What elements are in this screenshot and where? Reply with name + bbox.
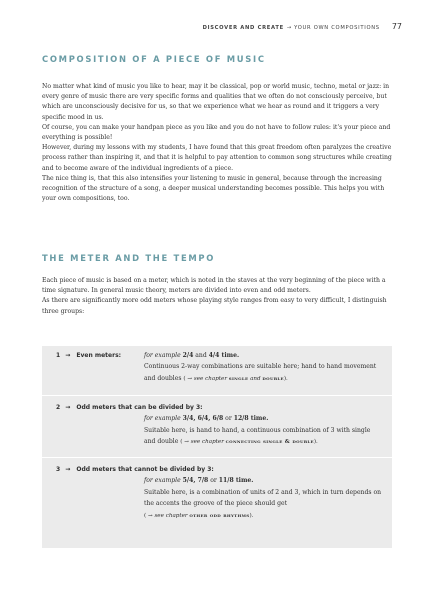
example-meter: 11/8 time. [218,477,254,485]
example-connector: or [225,415,232,423]
ref-chapter-name: double [262,375,284,382]
group-description: Suitable here, is hand to hand, a continuous combination of 3 with single and double [144,426,371,446]
paragraph: As there are significantly more odd meters whose playing style ranges from easy to very difficult, I distinguish three groups: [42,297,387,315]
meter-groups-box [42,346,392,548]
header-arrow: → [286,25,292,31]
ref-chapter-name: other odd rhythms [189,512,250,519]
ref-close: ). [249,512,254,519]
section-title-composition: COMPOSITION OF A PIECE OF MUSIC [42,54,266,64]
paragraph: However, during my lessons with my students, I have found that this great freedom often paralyzes the creative process rather than inspiring it, and that it is helpful to pay attention to common song structures while creating and to become aware of the individual ingredients of a piece. [42,144,392,172]
meter-group-heading [56,402,382,413]
meter-group-detail [144,350,382,385]
group-label: Odd meters that cannot be divided by 3: [76,466,214,473]
ref-open: ( → [183,375,193,382]
group-label: Even meters: [76,352,122,359]
arrow-icon: → [65,404,71,411]
section-title-meter-tempo: THE METER AND THE TEMPO [42,253,216,263]
chapter-reference [144,513,253,519]
example-meter: 12/8 time. [233,415,269,423]
meter-group-detail [144,475,382,522]
example-prefix: for example [144,352,181,359]
ref-open: ( → [180,439,189,446]
divider [42,457,392,458]
meter-group-1 [56,350,382,382]
example-prefix: for example [144,477,181,485]
group-label: Odd meters that can be divided by 3: [76,404,203,411]
example-connector: or [210,477,217,485]
paragraph: Of course, you can make your handpan piece as you like and you do not have to follow rules: it's your piece and everything is possible! [42,123,391,142]
meter-group-2 [56,402,382,446]
section-body-composition [42,82,392,204]
group-number: 2 [56,404,61,411]
example-connector: and [195,352,207,359]
ref-chapter-name: connecting single & double [225,439,314,446]
example-meter: 4/4 time. [208,352,240,359]
ref-see: see chapter [193,375,228,382]
example-prefix: for example [144,415,181,423]
chapter-reference [180,439,318,445]
meter-group-3 [56,464,382,519]
header-section: DISCOVER AND CREATE [202,25,284,31]
arrow-icon: → [65,352,71,359]
running-header [203,22,402,31]
ref-close: ). [313,439,318,446]
ref-chapter-name: single [228,375,249,382]
divider [42,395,392,396]
header-subsection: YOUR OWN COMPOSITIONS [294,25,380,31]
arrow-icon: → [65,466,71,473]
ref-open: ( → [144,512,153,519]
ref-see: see chapter [190,439,224,446]
ref-see: see chapter [154,512,188,519]
paragraph: Each piece of music is based on a meter, which is noted in the staves at the very beginning of the piece with a time signature. In general music theory, meters are divided into even and odd meters. [42,277,386,295]
ref-and: and [250,375,261,382]
group-description: Continuous 2-way combinations are suitable here; hand to hand movement and doubles [144,363,377,382]
meter-group-heading [56,464,382,475]
ref-close: ). [283,375,288,382]
paragraph: The nice thing is, that this also intensifies your listening to music in general, because through the increasing recognition of the structure of a song, a deeper musical understanding becomes possible. This helps you with your own compositions, too. [42,174,385,203]
group-number: 1 [56,352,61,359]
example-meter: 2/4 [182,352,194,359]
paragraph: No matter what kind of music you like to hear, may it be classical, pop or world music, techno, metal or jazz: in every genre of music there are very specific forms and qualities that we often do not consciously perceive, but which are unconsciously decisive for us, so that we experience what we hear as round and it triggers a very specific mood in us. [42,83,390,121]
group-number: 3 [56,466,61,473]
meter-group-detail [144,413,382,448]
example-meter: 5/4, 7/8 [182,477,209,485]
page-number: 77 [391,22,402,31]
section-body-meter-tempo [42,276,392,317]
chapter-reference [183,376,287,382]
example-meter: 3/4, 6/4, 6/8 [182,415,224,423]
group-description: Suitable here, is a combination of units of 2 and 3, which in turn depends on the accents the groove of the piece should get [144,488,382,508]
